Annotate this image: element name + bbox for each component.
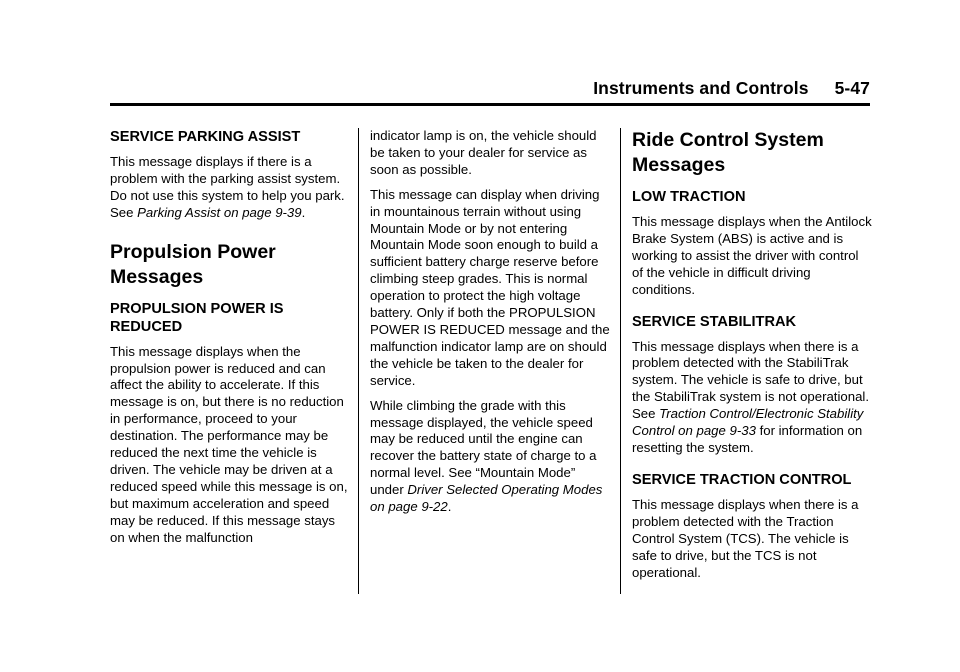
paragraph-service-parking-assist bbox=[110, 154, 350, 222]
paragraph-propulsion-power-reduced: This message displays when the propulsion power is reduced and can affect the ability to accelerate. If this message is on, but there is no reduction in performance, proceed to your destination. The performance may be reduced the next time the vehicle is driven. The vehicle may be driven at a reduced speed while this message is on, but maximum acceleration and speed may be reduced. If this message stays on when the malfunction bbox=[110, 343, 348, 545]
paragraph-service-traction-control: This message displays when there is a problem detected with the Traction Control System (TCS). The vehicle is safe to drive, but the TCS is not operational. bbox=[632, 496, 859, 580]
header-rule bbox=[110, 103, 870, 106]
paragraph-continuation: indicator lamp is on, the vehicle should be taken to your dealer for service as soon as possible. bbox=[370, 128, 597, 177]
paragraph-low-traction: This message displays when the Antilock Brake System (ABS) is active and is working to assist the driver with control of the vehicle in difficult driving conditions. bbox=[632, 214, 872, 297]
column-divider-2 bbox=[620, 128, 621, 594]
column-divider-1 bbox=[358, 128, 359, 594]
paragraph-climbing-grade bbox=[370, 398, 610, 516]
page-number: 5-47 bbox=[834, 78, 870, 98]
page-header bbox=[593, 78, 870, 99]
text: This message displays if there is a problem with the parking assist system. Do not use this system to help you park. See bbox=[110, 154, 345, 220]
cross-reference-parking-assist: Parking Assist on page 9-39 bbox=[137, 204, 302, 220]
section-heading-propulsion-power: Propulsion Power Messages bbox=[110, 240, 276, 288]
cross-reference-traction-control: Traction Control/Electronic Stability Control on page 9-33 bbox=[632, 406, 864, 439]
heading-propulsion-power-reduced: PROPULSION POWER IS REDUCED bbox=[110, 300, 284, 335]
paragraph-service-stabilitrak bbox=[632, 339, 872, 457]
text: . bbox=[447, 499, 452, 515]
column-3 bbox=[632, 128, 872, 589]
text: While climbing the grade with this message displayed, the vehicle speed may be reduced until the engine can recover the battery state of charge to a normal level. See “Mountain Mode” under bbox=[370, 397, 597, 498]
cross-reference-driver-modes: Driver Selected Operating Modes on page 9-22 bbox=[370, 482, 603, 515]
column-1 bbox=[110, 128, 350, 555]
heading-service-traction-control: SERVICE TRACTION CONTROL bbox=[632, 471, 852, 488]
text: for information on resetting the system. bbox=[632, 423, 863, 455]
section-heading-ride-control: Ride Control System Messages bbox=[632, 129, 824, 176]
paragraph-mountain-terrain: This message can display when driving in mountainous terrain without using Mountain Mode or by not entering Mountain Mode soon enough to build a sufficient battery charge reserve before climbing steep grades. This is normal operation to protect the high voltage battery. Only if both the PROPULSION POWER IS REDUCED message and the malfunction indicator lamp are on should the vehicle be taken to the dealer for service. bbox=[370, 186, 610, 388]
heading-service-stabilitrak: SERVICE STABILITRAK bbox=[632, 313, 797, 330]
heading-service-parking-assist: SERVICE PARKING ASSIST bbox=[110, 129, 301, 145]
header-title: Instruments and Controls bbox=[593, 78, 809, 98]
heading-low-traction: LOW TRACTION bbox=[632, 189, 746, 205]
column-2 bbox=[370, 128, 610, 524]
text: This message displays when there is a problem detected with the StabiliTrak system. The vehicle is safe to drive, but the StabiliTrak system is not operational. See bbox=[632, 338, 869, 422]
text: . bbox=[301, 204, 306, 220]
